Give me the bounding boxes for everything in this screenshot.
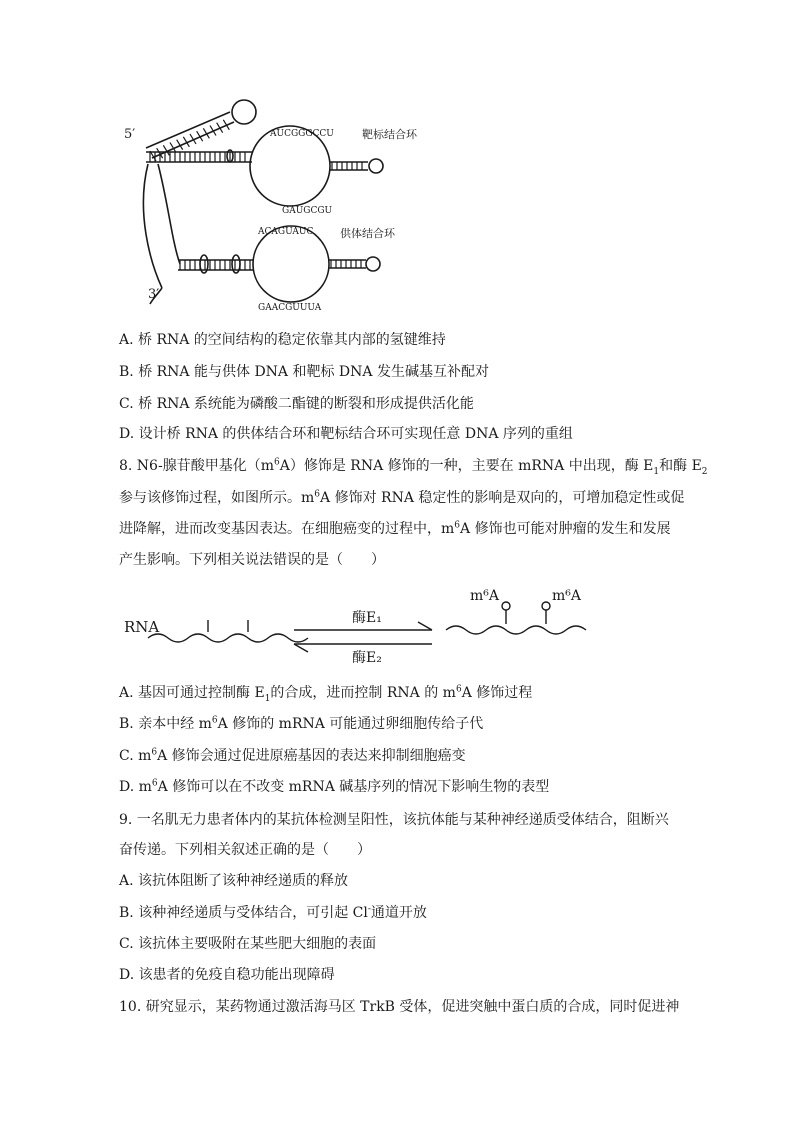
q8-stem-line2: 参与该修饰过程，如图所示。$m^6A$ 修饰对 RNA 稳定性的影响是双向的，可增加稳定性或促: [119, 489, 685, 506]
q7-option-d[interactable]: D. 设计桥 RNA 的供体结合环和靶标结合环可实现任意 DNA 序列的重组: [119, 426, 573, 442]
enzyme-e2-label: 酶E₂: [352, 650, 382, 666]
q9-stem-line2: 奋传递。下列相关叙述正确的是（ ）: [119, 842, 371, 858]
q8-stem-line4: 产生影响。下列相关说法错误的是（ ）: [119, 552, 385, 568]
q9-option-c[interactable]: C. 该抗体主要吸附在某些肥大细胞的表面: [119, 936, 377, 952]
q9-option-d[interactable]: D. 该患者的免疫自稳功能出现障碍: [119, 967, 335, 983]
enzyme-e1-label: 酶E₁: [352, 610, 382, 626]
q8-stem-line3: 进降解，进而改变基因表达。在细胞癌变的过程中，$m^6A$ 修饰也可能对肿瘤的发生和发展: [119, 520, 671, 537]
q10-stem-line1: 10. 研究显示，某药物通过激活海马区 TrkB 受体，促进突触中蛋白质的合成，同时促进神: [119, 999, 680, 1015]
target-seq-bottom: GAUGCGU: [282, 206, 333, 216]
q9-stem-line1: 9. 一名肌无力患者体内的某抗体检测呈阳性，该抗体能与某种神经递质受体结合，阻断兴: [119, 812, 669, 828]
q7-option-a[interactable]: A. 桥 RNA 的空间结构的稳定依靠其内部的氢键维持: [119, 332, 446, 348]
q8-option-b[interactable]: B. 亲本中经 $m^6A$ 修饰的 mRNA 可能通过卵细胞传给子代: [119, 715, 484, 732]
five-prime-label: 5′: [124, 127, 136, 142]
m6a-modification-diagram: [118, 582, 598, 668]
three-prime-label: 3′: [148, 287, 160, 302]
donor-loop-label: 供体结合环: [340, 227, 395, 240]
q8-option-a[interactable]: A. 基因可通过控制酶 $E_1$的合成，进而控制 RNA 的 $m^6A$ 修饰过程: [119, 684, 533, 704]
donor-seq-bottom: GAACGUUUA: [258, 303, 322, 313]
target-seq-top: AUCGGGCCU: [270, 129, 334, 139]
q8-option-d[interactable]: D. $m^6A$ 修饰可以在不改变 mRNA 碱基序列的情况下影响生物的表型: [119, 778, 550, 795]
target-loop-label: 靶标结合环: [362, 128, 417, 141]
m6a-label-2: m⁶A: [552, 588, 581, 604]
bridge-rna-diagram: [110, 92, 420, 314]
rna-label: RNA: [124, 618, 160, 636]
q9-option-a[interactable]: A. 该抗体阻断了该种神经递质的释放: [119, 873, 349, 889]
q7-option-c[interactable]: C. 桥 RNA 系统能为磷酸二酯键的断裂和形成提供活化能: [119, 396, 474, 412]
q8-option-c[interactable]: C. $m^6A$ 修饰会通过促进原癌基因的表达来抑制细胞癌变: [119, 747, 466, 764]
q7-option-b[interactable]: B. 桥 RNA 能与供体 DNA 和靶标 DNA 发生碱基互补配对: [119, 364, 489, 380]
m6a-label-1: m⁶A: [470, 588, 499, 604]
q8-stem-line1: 8. N6-腺苷酸甲基化$(m^6A)$修饰是 RNA 修饰的一种，主要在 mRNA 中出现，酶 $E_1$和酶 $E_2$: [119, 457, 708, 477]
donor-seq-top: ACAGUAUC: [258, 227, 314, 237]
q9-option-b[interactable]: B. 该种神经递质与受体结合，可引起 Cl-通道开放: [119, 904, 427, 921]
